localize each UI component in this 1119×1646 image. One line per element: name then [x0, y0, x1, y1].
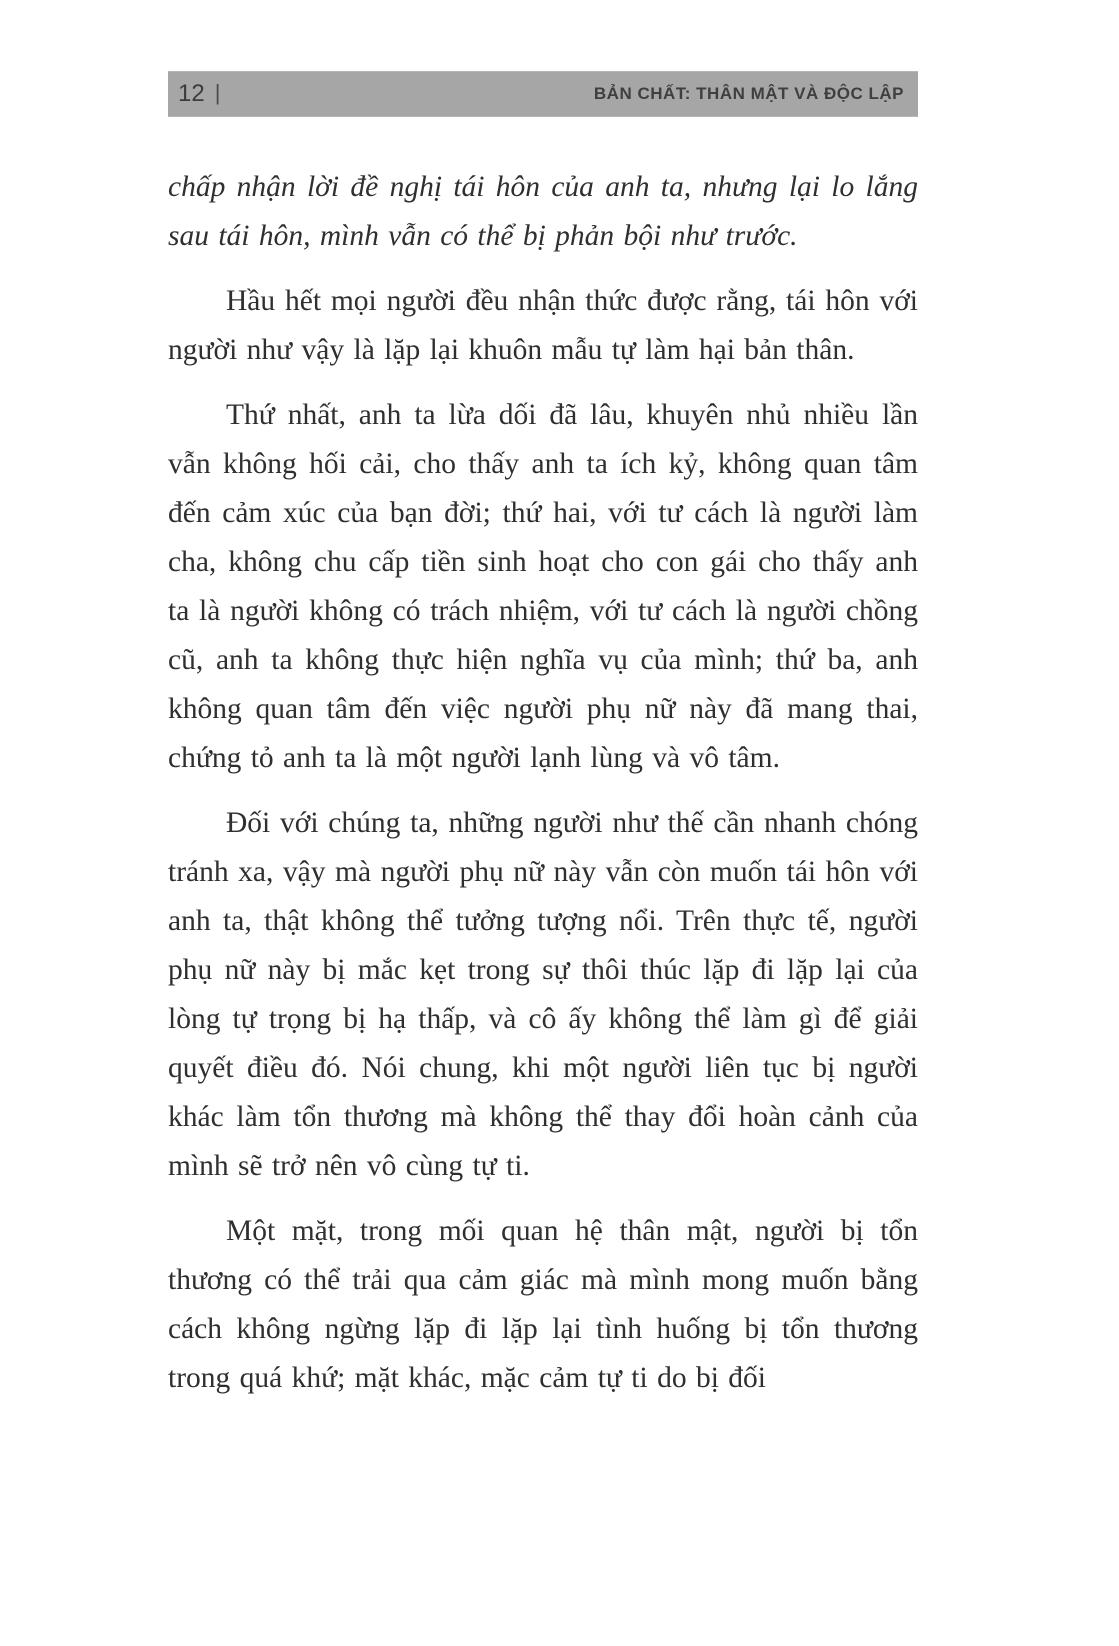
page-number: 12 — [178, 80, 205, 107]
page-number-separator: | — [214, 80, 221, 105]
running-header-title: BẢN CHẤT: THÂN MẬT VÀ ĐỘC LẬP — [593, 84, 904, 103]
paragraph: Một mặt, trong mối quan hệ thân mật, người bị tổn thương có thể trải qua cảm giác mà mình mong muốn bằng cách không ngừng lặp đi lặp lại tình huống bị tổn thương trong quá khứ; mặt khác, mặc cảm tự ti do bị đối — [168, 1215, 918, 1394]
paragraph: Hầu hết mọi người đều nhận thức được rằng, tái hôn với người như vậy là lặp lại khuôn mẫu tự làm hại bản thân. — [168, 285, 918, 366]
page-number-group — [178, 80, 220, 108]
page-header — [168, 72, 918, 116]
paragraph: Thứ nhất, anh ta lừa dối đã lâu, khuyên nhủ nhiều lần vẫn không hối cải, cho thấy anh ta ích kỷ, không quan tâm đến cảm xúc của bạn đời; thứ hai, với tư cách là người làm cha, không chu cấp tiền sinh hoạt cho con gái cho thấy anh ta là người không có trách nhiệm, với tư cách là người chồng cũ, anh ta không thực hiện nghĩa vụ của mình; thứ ba, anh không quan tâm đến việc người phụ nữ này đã mang thai, chứng tỏ anh ta là một người lạnh lùng và vô tâm. — [168, 399, 918, 774]
body-text-column — [168, 163, 918, 1419]
paragraph: Đối với chúng ta, những người như thế cần nhanh chóng tránh xa, vậy mà người phụ nữ này vẫn còn muốn tái hôn với anh ta, thật không thể tưởng tượng nổi. Trên thực tế, người phụ nữ này bị mắc kẹt trong sự thôi thúc lặp đi lặp lại của lòng tự trọng bị hạ thấp, và cô ấy không thể làm gì để giải quyết điều đó. Nói chung, khi một người liên tục bị người khác làm tổn thương mà không thể thay đổi hoàn cảnh của mình sẽ trở nên vô cùng tự ti. — [168, 807, 918, 1182]
paragraph-continuation: chấp nhận lời đề nghị tái hôn của anh ta, nhưng lại lo lắng sau tái hôn, mình vẫn có thể bị phản bội như trước. — [168, 171, 918, 252]
